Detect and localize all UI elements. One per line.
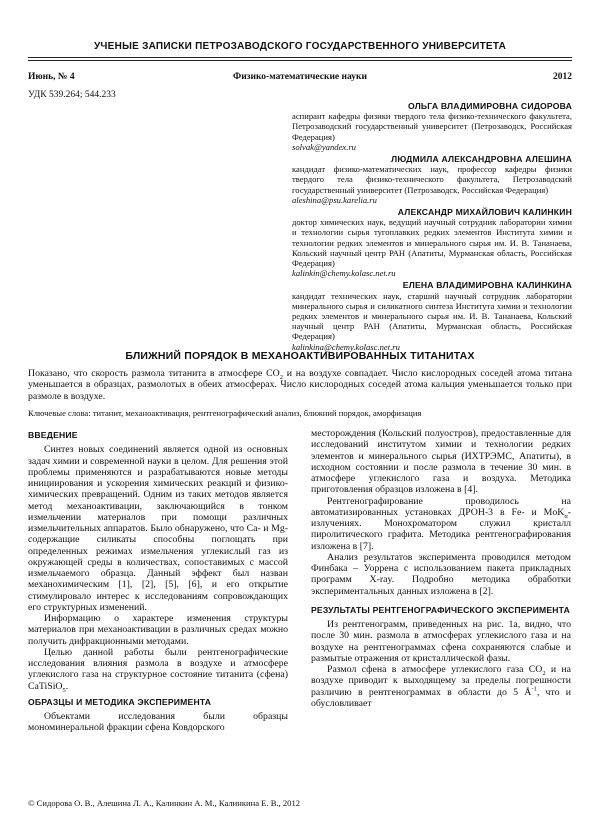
- header-rule-bottom: [28, 60, 572, 61]
- paragraph: Информацию о характере изменения структуры материалов при механоактивации в различных средах можно получить дифракционными методами.: [28, 613, 288, 647]
- abstract-text: и на воздухе совпадает. Число кислородных соседей атома титана уменьшается в образцах, размолотых в обеих атмосферах. Число кислородных соседей атома кальция уменьшается только при размоле в воздухе.: [28, 368, 573, 402]
- abstract: [28, 368, 572, 402]
- abstract-sub: 2: [279, 373, 283, 381]
- author-affiliation: доктор химических наук, ведущий научный сотрудник лаборатории химии и технологии сырья тугоплавких редких элементов Института химии и технологии редких элементов и минерального сырья им. И. В. Тананаева, Кольский научный центр РАН (Апатиты, Мурманская область, Российская Федерация): [292, 217, 572, 269]
- copyright: © Сидорова О. В., Алешина Л. А., Калинкин А. М., Калинкина Е. В., 2012: [28, 798, 301, 808]
- paragraph-text: Размол сфена в атмосфере углекислого газа CO: [327, 664, 543, 675]
- author-3: [292, 207, 572, 278]
- formula-sub: α: [564, 512, 568, 520]
- formula-sub: 5: [62, 686, 66, 694]
- section-heading-methods: ОБРАЗЦЫ И МЕТОДИКА ЭКСПЕРИМЕНТА: [28, 696, 212, 707]
- author-4: [292, 280, 572, 351]
- paragraph: Объектами исследования были образцы мономинеральной фракции сфена Ковдорского: [28, 711, 288, 734]
- paragraph-text: , что и обусловливает: [311, 686, 571, 709]
- paragraph: Из рентгенограмм, приведенных на рис. 1а, видно, что после 30 мин. размола в атмосферах углекислого газа и на воздухе на рентгенограммах сфена сохраняются слабые и размытые отражения от кристаллической фазы.: [311, 619, 571, 664]
- author-name: ЛЮДМИЛА АЛЕКСАНДРОВНА АЛЕШИНА: [391, 154, 572, 165]
- issue-label: Июнь, № 4: [28, 72, 75, 82]
- paragraph-text: Целью данной работы были рентгенографические исследования влияния размола в воздухе и атмосфере углекислого газа на структурное состояние титанита (сфена) CaTiSiO: [28, 646, 288, 692]
- author-email[interactable]: solvak@yandex.ru: [292, 141, 356, 152]
- paragraph: [28, 647, 288, 692]
- right-column: [311, 428, 571, 709]
- author-name: ОЛЬГА ВЛАДИМИРОВНА СИДОРОВА: [408, 101, 572, 111]
- article-title: БЛИЖНИЙ ПОРЯДОК В МЕХАНОАКТИВИРОВАННЫХ ТИТАНИТАХ: [125, 350, 475, 362]
- author-email[interactable]: kalinkin@chemy.kolasc.net.ru: [292, 268, 396, 279]
- author-name: ЕЛЕНА ВЛАДИМИРОВНА КАЛИНКИНА: [402, 280, 572, 291]
- journal-header: УЧЕНЫЕ ЗАПИСКИ ПЕТРОЗАВОДСКОГО ГОСУДАРСТВЕННОГО УНИВЕРСИТЕТА: [93, 41, 507, 52]
- author-email[interactable]: aleshina@psu.karelia.ru: [292, 194, 377, 205]
- year-label: 2012: [553, 72, 572, 82]
- formula-sup: -1: [531, 685, 537, 693]
- formula-sub: 2: [542, 669, 546, 677]
- author-2: [292, 154, 572, 205]
- author-affiliation: кандидат технических наук, старший научный сотрудник лаборатории минерального сырья и силикатного синтеза Института химии и технологии редких элементов и минерального сырья им. И. В. Тананаева, Кольский научный центр РАН (Апатиты, Мурманская область, Российская Федерация): [292, 290, 572, 342]
- paragraph-text: .: [65, 680, 69, 692]
- paragraph-text: и на воздухе приводит к выходящему за пределы погрешности различию в рентгенограммах в области до 5 Å: [311, 664, 571, 698]
- keywords: Ключевые слова: титанит, механоактивация, рентгенографический анализ, ближний порядок, аморфизация: [28, 408, 422, 418]
- paragraph: месторождения (Кольский полуостров), предоставленные для исследований институтом химии и технологии редких элементов и минерального сырья (ИХТРЭМС, Апатиты), в исходном состоянии и после размола в течение 30 мин. в атмосфере углекислого газа и воздуха. Методика приготовления образцов изложена в [4].: [311, 428, 571, 496]
- header-rule-top: [28, 57, 572, 58]
- author-affiliation: аспирант кафедры физики твердого тела физико-технического факультета, Петрозаводский государственный университет (Петрозаводск, Российская Федерация): [292, 111, 572, 142]
- authors-block: [292, 99, 572, 352]
- author-name: АЛЕКСАНДР МИХАЙЛОВИЧ КАЛИНКИН: [397, 207, 572, 218]
- abstract-text: Показано, что скорость размола титанита в атмосфере CO: [28, 368, 280, 379]
- paragraph-text: -излучениях. Монохроматором служил кристалл пиролитического графита. Методика рентгенографирования изложена в [7].: [311, 506, 571, 552]
- author-1: [292, 101, 572, 152]
- udk-code: УДК 539.264; 544.233: [28, 90, 116, 100]
- section-heading-intro: ВВЕДЕНИЕ: [28, 430, 78, 440]
- paragraph: [311, 664, 571, 709]
- paragraph-text: Рентгенографирование проводилось на автоматизированных установках ДРОН-3 в Fe- и MoK: [311, 495, 571, 518]
- author-affiliation: кандидат физико-математических наук, профессор кафедры физики твердого тела физико-технического факультета, Петрозаводский государственный университет (Петрозаводск, Российская Федерация): [292, 164, 572, 195]
- section-name: Физико-математические науки: [233, 72, 367, 82]
- left-column: [28, 428, 288, 734]
- paragraph: Синтез новых соединений является одной из основных задач химии и современной науки в целом. Для решения этой проблемы применяются и разрабатываются новые методы инициирования и ускорения химических реакций и физико-химических превращений. Одним из таких методов является метод механоактивации, заключающийся в тонком измельчении материалов при помощи различных измельчительных аппаратов. Было обнаружено, что Ca- и Mg-содержащие силикаты способны поглощать при определенных режимах измельчения углекислый газ из окружающей среды в количествах, сопоставимых с массой измельчаемого образца. Данный эффект был назван механохимическим [1], [2], [5], [6], и его открытие стимулировало интерес к исследованиям сопровождающих его структурных изменений.: [28, 444, 288, 613]
- section-heading-results: РЕЗУЛЬТАТЫ РЕНТГЕНОГРАФИЧЕСКОГО ЭКСПЕРИМЕНТА: [311, 604, 570, 615]
- author-email[interactable]: kalinkina@chemy.kolasc.net.ru: [292, 341, 400, 352]
- paragraph: Анализ результатов эксперимента проводился методом Финбака – Уоррена с использованием пакета прикладных программ X-ray. Подробно методика обработки экспериментальных данных изложена в [2].: [311, 551, 571, 597]
- paragraph: [311, 496, 571, 552]
